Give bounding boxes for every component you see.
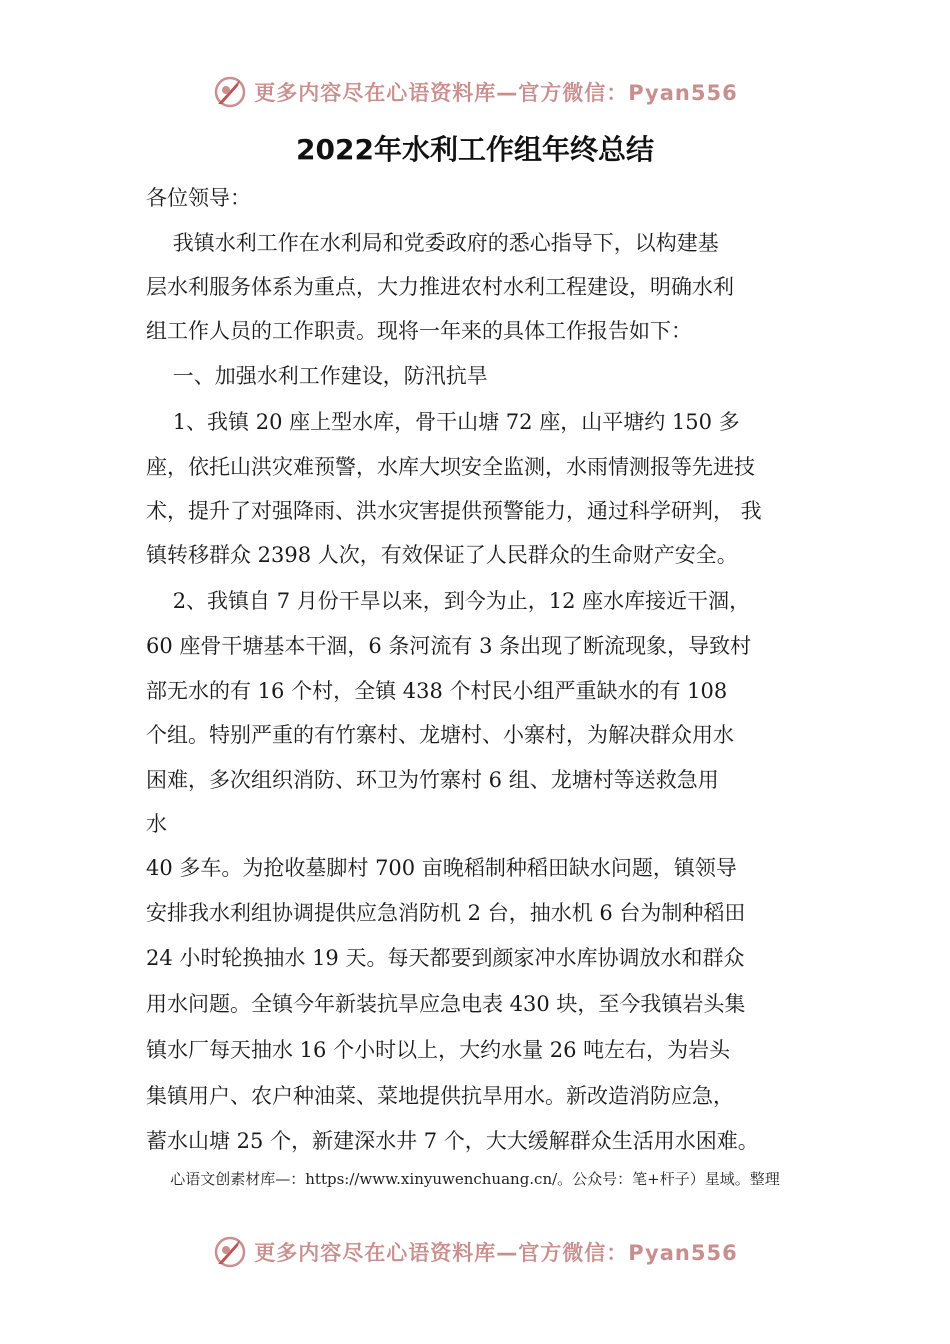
text-line: 部无水的有 16 个村，全镇 438 个村民小组严重缺水的有 108 [146,679,728,703]
library-logo-icon [212,1234,248,1270]
header-banner [0,72,950,112]
text-line: 60 座骨干塘基本干涸，6 条河流有 3 条出现了断流现象，导致村 [146,634,752,658]
text-line: 40 多车。为抢收墓脚村 700 亩晚稻制种稻田缺水问题，镇领导 [146,856,737,880]
source-footer: 心语文创素材库—：https://www.xinyuwenchuang.cn/。公众号：笔+杆子）星域。整理 [170,1170,780,1188]
text-line: 术，提升了对强降雨、洪水灾害提供预警能力，通过科学研判， 我 [146,499,762,523]
text-line: 个组。特别严重的有竹寨村、龙塘村、小寨村，为解决群众用水 [146,723,734,747]
text-line: 一、加强水利工作建设，防汛抗旱 [146,364,488,388]
text-line: 座，依托山洪灾难预警，水库大坝安全监测，水雨情测报等先进技 [146,455,755,479]
footer-banner [0,1232,950,1272]
library-logo-icon [212,74,248,110]
banner-text: 更多内容尽在心语资料库—官方微信：Pyan556 [254,81,738,105]
text-line: 用水问题。全镇今年新装抗旱应急电表 430 块，至今我镇岩头集 [146,992,746,1016]
text-line: 各位领导： [146,186,251,210]
text-line: 24 小时轮换抽水 19 天。每天都要到颜家冲水库协调放水和群众 [146,946,745,970]
document-title: 2022年水利工作组年终总结 [296,133,654,166]
text-line: 镇转移群众 2398 人次，有效保证了人民群众的生命财产安全。 [146,543,738,567]
text-line: 安排我水利组协调提供应急消防机 2 台，抽水机 6 台为制种稻田 [146,901,746,925]
text-line: 层水利服务体系为重点，大力推进农村水利工程建设，明确水利 [146,275,734,299]
text-line: 镇水厂每天抽水 16 个小时以上，大约水量 26 吨左右，为岩头 [146,1038,731,1062]
banner-text: 更多内容尽在心语资料库—官方微信：Pyan556 [254,1241,738,1265]
text-line: 蓄水山塘 25 个，新建深水井 7 个，大大缓解群众生活用水困难。 [146,1129,759,1153]
text-line: 困难，多次组织消防、环卫为竹寨村 6 组、龙塘村等送救急用 [146,768,719,792]
text-line: 1、我镇 20 座上型水库，骨干山塘 72 座，山平塘约 150 多 [146,410,740,434]
text-line: 组工作人员的工作职责。现将一年来的具体工作报告如下： [146,319,692,343]
text-line: 2、我镇自 7 月份干旱以来，到今为止，12 座水库接近干涸， [146,589,751,613]
text-line: 我镇水利工作在水利局和党委政府的悉心指导下，以构建基 [146,231,719,255]
text-line: 水 [146,812,167,836]
text-line: 集镇用户、农户种油菜、菜地提供抗旱用水。新改造消防应急， [146,1084,734,1108]
